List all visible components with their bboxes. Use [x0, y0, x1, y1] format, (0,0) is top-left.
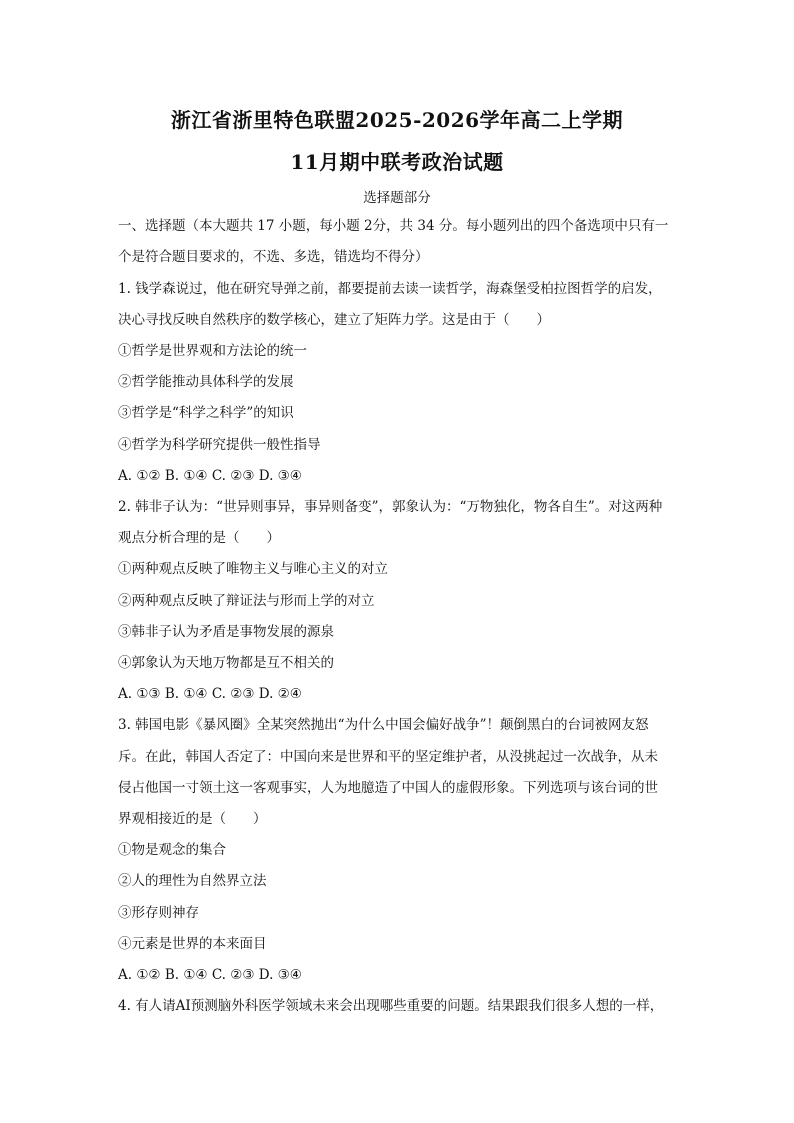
question-3-option: ④元素是世界的本来面目 [118, 936, 267, 952]
exam-title-line-2: 11月期中联考政治试题 [290, 150, 504, 174]
question-1-option: ②哲学能推动具体科学的发展 [118, 374, 294, 390]
section-heading: 选择题部分 [363, 190, 431, 206]
question-3-stem: 3. 韩国电影《暴风圈》全某突然抛出“为什么中国会偏好战争”！颠倒黑白的台词被网友怒 [118, 717, 649, 733]
question-3-stem: 界观相接近的是（ ） [118, 811, 267, 827]
exam-title-line-1: 浙江省浙里特色联盟2025-2026学年高二上学期 [170, 108, 624, 132]
question-2-choices: A. ①③ B. ①④ C. ②③ D. ②④ [118, 686, 302, 702]
question-4-stem: 4. 有人请AI预测脑外科医学领域未来会出现哪些重要的问题。结果跟我们很多人想的一样， [118, 998, 664, 1014]
question-2-option: ①两种观点反映了唯物主义与唯心主义的对立 [118, 561, 388, 577]
question-3-stem: 斥。在此，韩国人否定了：中国向来是世界和平的坚定维护者，从没挑起过一次战争，从未 [118, 749, 658, 765]
question-1-stem: 1. 钱学森说过，他在研究导弹之前，都要提前去读一读哲学，海森堡受柏拉图哲学的启发， [118, 281, 662, 297]
question-2-option: ②两种观点反映了辩证法与形而上学的对立 [118, 593, 375, 609]
question-1-option: ①哲学是世界观和方法论的统一 [118, 343, 307, 359]
question-2-option: ③韩非子认为矛盾是事物发展的源泉 [118, 624, 334, 640]
instructions-line: 个是符合题目要求的，不选、多选，错选均不得分） [118, 249, 429, 265]
question-2-option: ④郭象认为天地万物都是互不相关的 [118, 655, 334, 671]
question-3-option: ②人的理性为自然界立法 [118, 873, 267, 889]
question-1-option: ③哲学是“科学之科学”的知识 [118, 405, 294, 421]
instructions-line: 一、选择题（本大题共 17 小题，每小题 2分，共 34 分。每小题列出的四个备选项中只有一 [118, 218, 669, 234]
question-2-stem: 观点分析合理的是（ ） [118, 530, 280, 546]
question-3-option: ③形存则神存 [118, 905, 199, 921]
question-1-option: ④哲学为科学研究提供一般性指导 [118, 437, 321, 453]
question-3-option: ①物是观念的集合 [118, 842, 226, 858]
question-3-choices: A. ①② B. ①④ C. ②③ D. ③④ [118, 967, 302, 983]
question-1-stem: 决心寻找反映自然秩序的数学核心，建立了矩阵力学。这是由于（ ） [118, 312, 550, 328]
question-1-choices: A. ①② B. ①④ C. ②③ D. ③④ [118, 468, 302, 484]
question-2-stem: 2. 韩非子认为：“世异则事异，事异则备变”，郭象认为：“万物独化，物各自生”。对这两种 [118, 499, 663, 515]
question-3-stem: 侵占他国一寸领土这一客观事实，人为地臆造了中国人的虚假形象。下列选项与该台词的世 [118, 780, 658, 796]
